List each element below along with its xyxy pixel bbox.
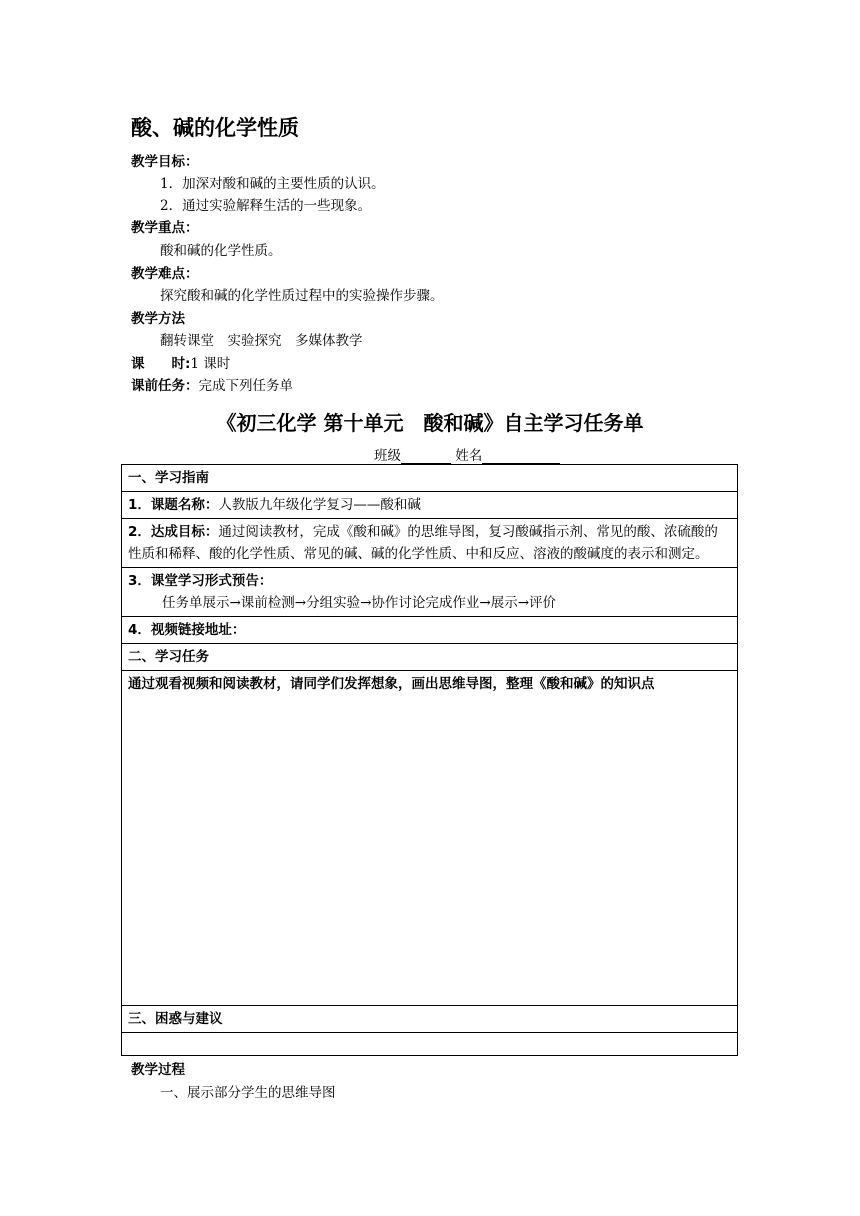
section-1-heading: 一、学习指南 <box>122 465 738 492</box>
goal-cell <box>122 519 738 568</box>
table-row <box>122 617 738 644</box>
mind-map-area[interactable] <box>122 671 738 1006</box>
table-row <box>122 644 738 671</box>
form-label: 3．课堂学习形式预告： <box>128 573 273 589</box>
topic-label: 1．课题名称： <box>128 497 219 513</box>
goal-label: 2．达成目标： <box>128 524 219 540</box>
video-link-label: 4．视频链接地址： <box>122 617 738 644</box>
class-name-line <box>374 444 560 464</box>
form-text: 任务单展示→课前检测→分组实验→协作讨论完成作业→展示→评价 <box>162 595 557 611</box>
method-text: 翻转课堂 实验探究 多媒体教学 <box>160 333 363 349</box>
topic-cell <box>122 492 738 519</box>
goals-label: 教学目标： <box>131 154 199 170</box>
table-row <box>122 492 738 519</box>
pre-task-text: 完成下列任务单 <box>198 378 293 394</box>
goal-text: 通过阅读教材，完成《酸和碱》的思维导图，复习酸碱指示剂、常见的酸、浓硫酸的性质和稀释、酸的化学性质、常见的碱、碱的化学性质、中和反应、溶液的酸碱度的表示和测定。 <box>128 524 718 562</box>
class-label: 班级 <box>374 448 401 464</box>
table-row <box>122 671 738 1006</box>
task-instruction: 通过观看视频和阅读教材，请同学们发挥想象，画出思维导图，整理《酸和碱》的知识点 <box>128 676 655 692</box>
table-row <box>122 519 738 568</box>
table-row <box>122 1006 738 1033</box>
goal-item-2: 2．通过实验解释生活的一些现象。 <box>160 198 372 214</box>
task-sheet-title: 《初三化学 第十单元 酸和碱》自主学习任务单 <box>216 411 644 435</box>
form-cell <box>122 568 738 617</box>
section-3-heading: 三、困惑与建议 <box>122 1006 738 1033</box>
pre-task-line <box>131 377 293 395</box>
process-label: 教学过程 <box>131 1062 185 1078</box>
hours-line <box>131 355 230 373</box>
class-blank[interactable] <box>401 449 451 464</box>
name-label: 姓名 <box>455 448 483 464</box>
page-title: 酸、碱的化学性质 <box>131 116 299 140</box>
process-item-1: 一、展示部分学生的思维导图 <box>160 1085 336 1101</box>
hours-label: 课 时: <box>131 356 191 372</box>
hours-text: 1 课时 <box>190 356 231 372</box>
topic-text: 人教版九年级化学复习——酸和碱 <box>218 497 421 513</box>
goal-item-1: 1．加深对酸和碱的主要性质的认识。 <box>160 176 385 192</box>
method-label: 教学方法 <box>131 311 185 327</box>
table-row <box>122 568 738 617</box>
pre-task-label: 课前任务： <box>131 378 199 394</box>
key-point-text: 酸和碱的化学性质。 <box>160 243 282 259</box>
section-2-heading: 二、学习任务 <box>122 644 738 671</box>
difficulty-label: 教学难点： <box>131 266 199 282</box>
task-sheet-table <box>121 464 738 1056</box>
difficulty-text: 探究酸和碱的化学性质过程中的实验操作步骤。 <box>160 288 444 304</box>
table-row <box>122 465 738 492</box>
suggestion-area[interactable] <box>122 1033 738 1056</box>
name-blank[interactable] <box>482 449 560 464</box>
key-point-label: 教学重点： <box>131 220 199 236</box>
table-row <box>122 1033 738 1056</box>
